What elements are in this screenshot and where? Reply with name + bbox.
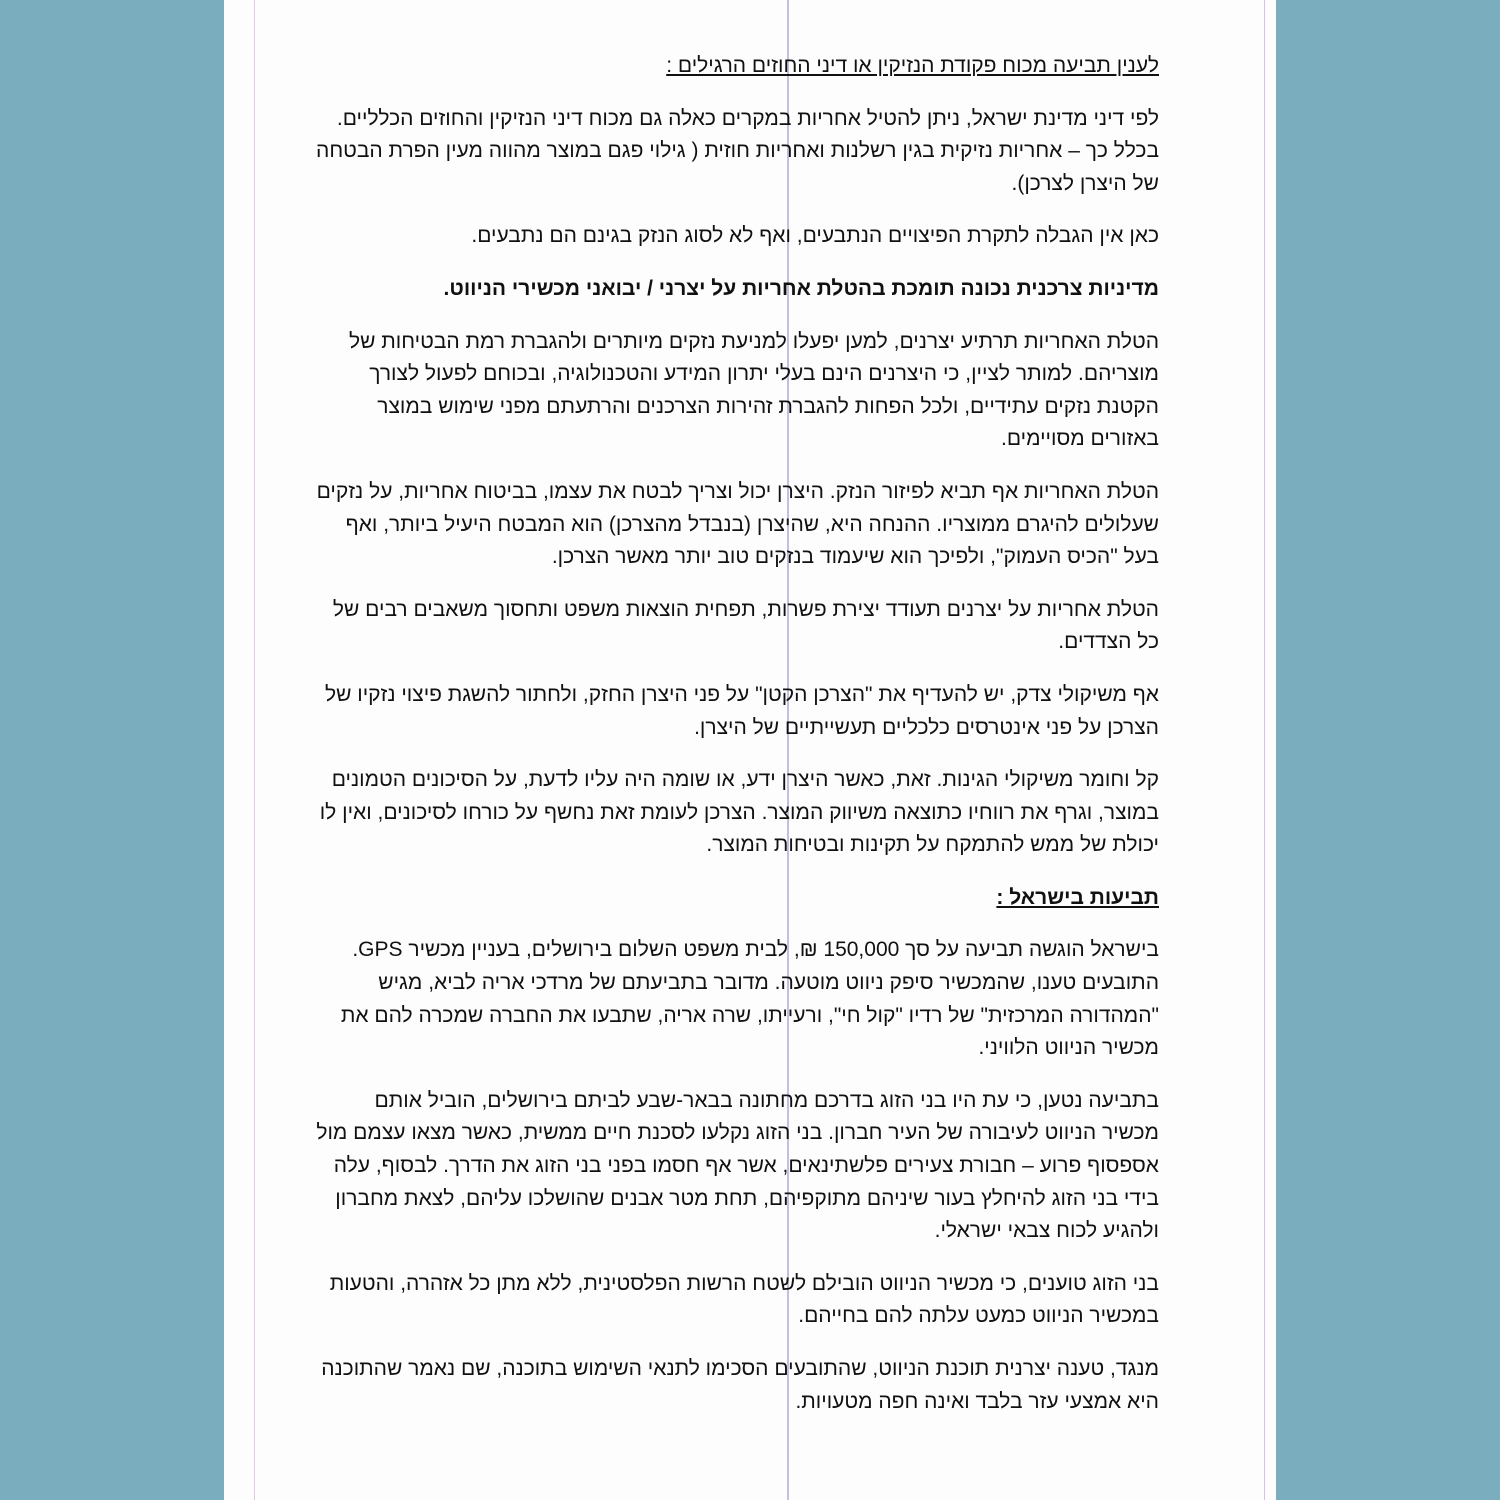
paragraph: הטלת האחריות אף תביא לפיזור הנזק. היצרן יכול וצריך לבטח את עצמו, בביטוח אחריות, על נזקים שעלולים להיגרם ממוצריו. ההנחה היא, שהיצרן (בנבדל מהצרכן) הוא המבטח היעיל ביותר, ואף בעל "הכיס העמוק", ולפיכך הוא שיעמוד בנזקים טוב יותר מאשר הצרכן. — [316, 479, 1159, 569]
document-body — [314, 50, 1159, 1438]
paragraph: קל וחומר משיקולי הגינות. זאת, כאשר היצרן ידע, או שומה היה עליו לדעת, על הסיכונים הטמונים במוצר, וגרף את רווחיו כתוצאה משיווק המוצר. הצרכן לעומת זאת נחשף על כורחו לסיכונים, ואין לו יכולת של ממש להתמקח על תקינות ובטיחות המוצר. — [319, 768, 1159, 857]
paragraph: בני הזוג טוענים, כי מכשיר הניווט הובילם לשטח הרשות הפלסטינית, ללא מתן כל אזהרה, והטעות במכשיר הניווט כמעט עלתה להם בחייהם. — [329, 1271, 1159, 1328]
left-margin-line — [254, 0, 255, 1500]
paragraph: הטלת האחריות תרתיע יצרנים, למען יפעלו למניעת נזקים מיותרים ולהגברת רמת הבטיחות של מוצריהם. למותר לציין, כי היצרנים הינם בעלי יתרון המידע והטכנולוגיה, ובכוחם לפעול לצורך הקטנת נזקים עתידיים, ולכל הפחות להגברת זהירות הצרכנים והרתעתם מפני שימוש במוצר באזורים מסויימים. — [349, 329, 1159, 451]
paragraph: בתביעה נטען, כי עת היו בני הזוג בדרכם מחתונה בבאר-שבע לביתם בירושלים, הוביל אותם מכשיר הניווט לעיבורה של העיר חברון. בני הזוג נקלעו לסכנת חיים ממשית, כאשר מצאו עצמם מול אספסוף פרוע – חבורת צעירים פלשתינאים, אשר אף חסמו בפני בני הזוג את הדרך. לבסוף, עלה בידי בני הזוג להיחלץ בעור שיניהם מתוקפיהם, תחת מטר אבנים שהושלכו עליהם, לצאת מחברון ולהגיע לכוח צבאי ישראלי. — [316, 1088, 1159, 1243]
paragraph: בישראל הוגשה תביעה על סך 150,000 ₪, לבית משפט השלום בירושלים, בעניין מכשיר GPS. התובעים טענו, שהמכשיר סיפק ניווט מוטעה. מדובר בתביעתם של מרדכי אריה לביא, מגיש "המהדורה המרכזית" של רדיו "קול חי", ורעייתו, שרה אריה, שתבעו את החברה שמכרה להם את מכשיר הניווט הלוויני. — [340, 938, 1159, 1060]
paragraph: מנגד, טענה יצרנית תוכנת הניווט, שהתובעים הסכימו לתנאי השימוש בתוכנה, שם נאמר שהתוכנה היא אמצעי עזר בלבד ואינה חפה מטעויות. — [321, 1357, 1159, 1413]
paragraph: הטלת אחריות על יצרנים תעודד יצירת פשרות, תפחית הוצאות משפט ותחסוך משאבים רבים של כל הצדדים. — [332, 597, 1159, 654]
section-heading-tort-contract: לענין תביעה מכוח פקודת הנזיקין או דיני החוזים הרגילים : — [666, 54, 1159, 77]
document-page — [224, 0, 1276, 1500]
right-margin-line — [1264, 0, 1265, 1500]
section-heading-israel-lawsuits: תביעות בישראל : — [996, 885, 1159, 909]
paragraph: לפי דיני מדינת ישראל, ניתן להטיל אחריות במקרים כאלה גם מכוח דיני הנזיקין והחוזים הכלליים. בכלל כך – אחריות נזיקית בגין רשלנות ואחריות חוזית ( גילוי פגם במוצר מהווה מעין הפרת הבטחה של היצרן לצרכן). — [316, 106, 1159, 195]
section-heading-consumer-policy: מדיניות צרכנית נכונה תומכת בהטלת אחריות על יצרני / יבואני מכשירי הניווט. — [443, 276, 1159, 300]
paragraph: אף משיקולי צדק, יש להעדיף את "הצרכן הקטן" על פני היצרן החזק, ולחתור להשגת פיצוי נזקיו של הצרכן על פני אינטרסים כלכליים תעשייתיים של היצרן. — [324, 682, 1159, 739]
paragraph: כאן אין הגבלה לתקרת הפיצויים הנתבעים, ואף לא לסוג הנזק בגינם הם נתבעים. — [471, 224, 1159, 248]
